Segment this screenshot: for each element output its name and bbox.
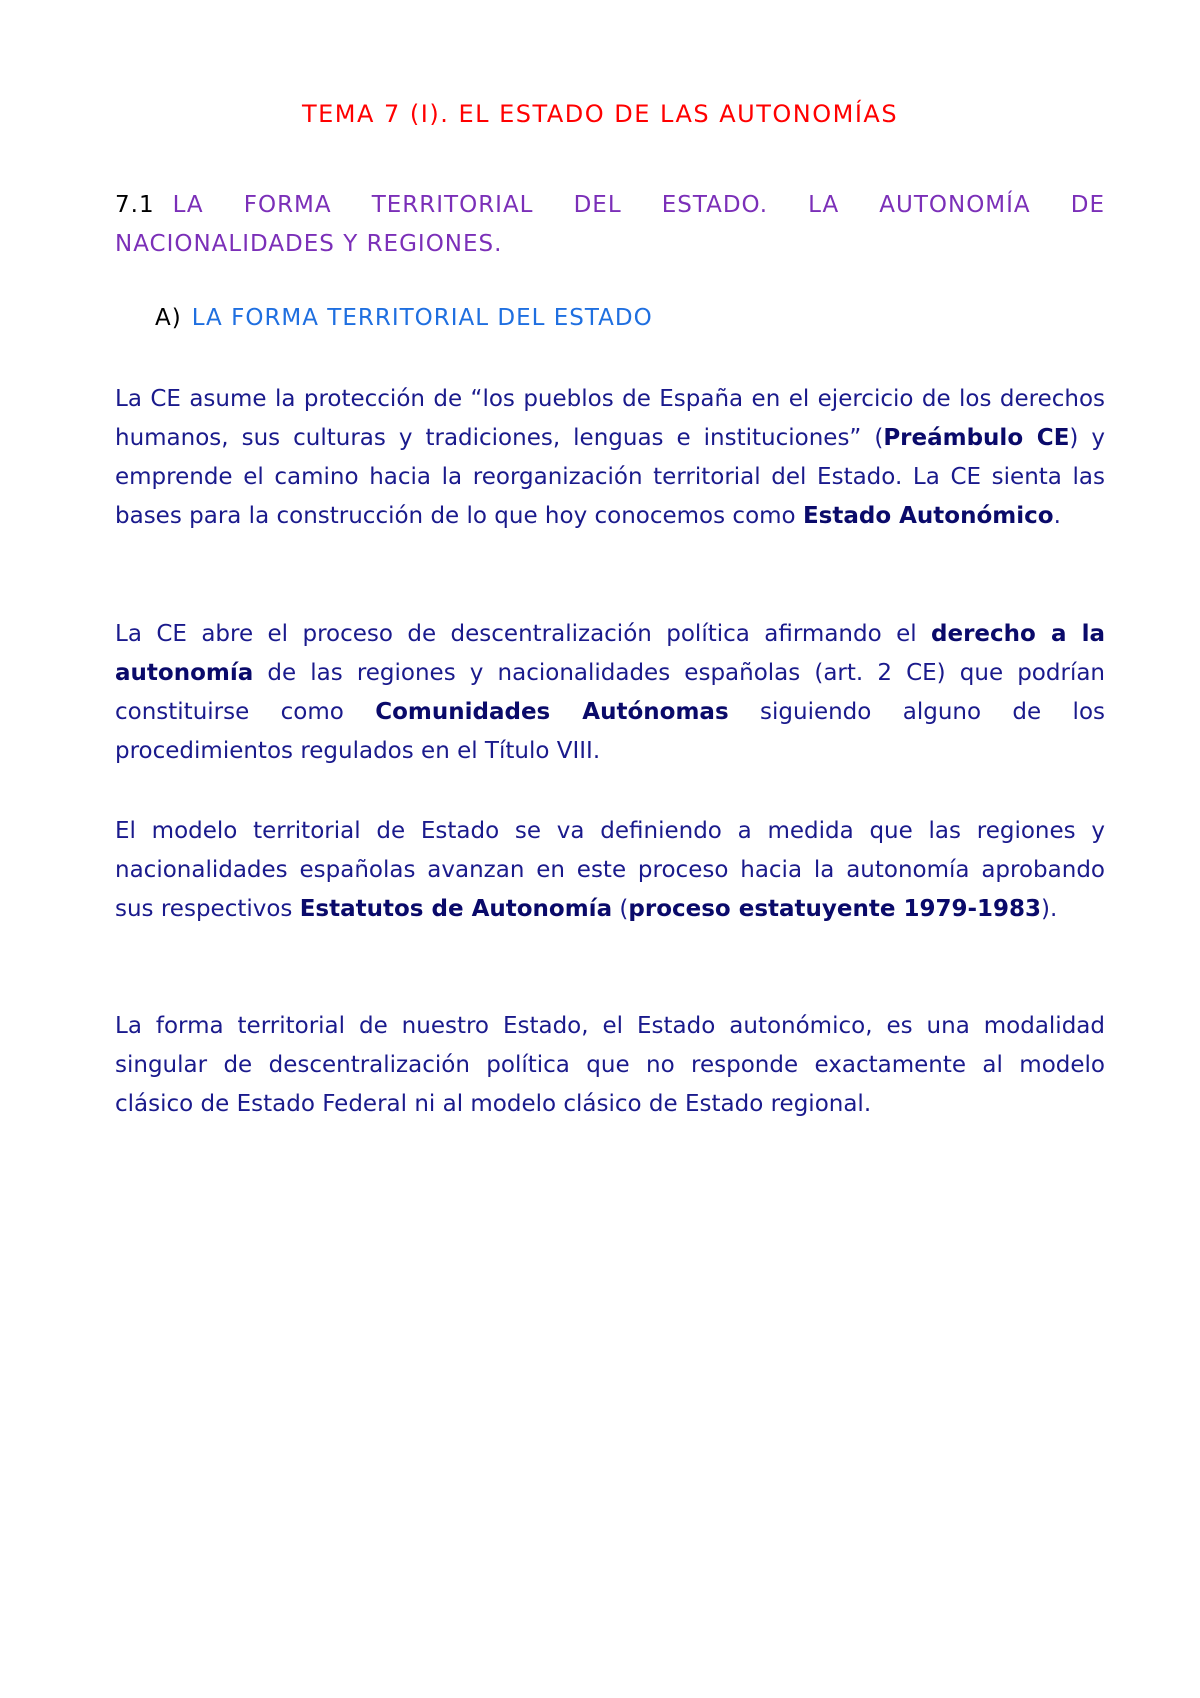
paragraph-text: La forma territorial de nuestro Estado, el Estado autonómico, es una modalidad singular de descentralización política que no responde exactamente al modelo clásico de Estado Federal ni al modelo clásico de Estado regional. — [115, 1013, 1105, 1117]
bold-term: Estado Autonómico — [802, 503, 1054, 529]
subsection-letter: A) — [155, 305, 182, 331]
section-number: 7.1 — [115, 192, 155, 218]
bold-term: Preámbulo CE — [883, 425, 1070, 451]
paragraph-text: ( — [612, 896, 629, 922]
paragraph-text: de las regiones y nacionalidades españolas (art. 2 CE) que podrían constituirse como — [115, 660, 1105, 725]
paragraph-3 — [115, 812, 1105, 929]
section-heading-text: LA FORMA TERRITORIAL DEL ESTADO. LA AUTONOMÍA DE NACIONALIDADES Y REGIONES. — [115, 192, 1105, 257]
bold-term: proceso estatuyente 1979-1983 — [628, 896, 1042, 922]
paragraph-text: ) y emprende el camino hacia la reorganización territorial del Estado. La CE sienta las bases para la construcción de lo que hoy conocemos como — [115, 425, 1105, 529]
paragraph-1 — [115, 380, 1105, 536]
paragraph-text: La CE asume la protección de “los pueblos de España en el ejercicio de los derechos humanos, sus culturas y tradiciones, lenguas e instituciones” ( — [115, 386, 1105, 451]
subsection-heading-text: LA FORMA TERRITORIAL DEL ESTADO — [191, 305, 653, 331]
bold-term: Estatutos de Autonomía — [299, 896, 613, 922]
subsection-heading — [155, 305, 653, 331]
bold-term: Comunidades Autónomas — [375, 699, 729, 725]
paragraph-2 — [115, 615, 1105, 771]
page-title: TEMA 7 (I). EL ESTADO DE LAS AUTONOMÍAS — [301, 100, 899, 128]
bold-term: derecho a la autonomía — [115, 621, 1105, 686]
paragraph-4 — [115, 1007, 1105, 1124]
paragraph-text: siguiendo alguno de los procedimientos regulados en el Título VIII. — [115, 699, 1105, 764]
paragraph-text: El modelo territorial de Estado se va definiendo a medida que las regiones y nacionalidades españolas avanzan en este proceso hacia la autonomía aprobando sus respectivos — [115, 818, 1105, 922]
paragraph-text: . — [1053, 503, 1061, 529]
paragraph-text: La CE abre el proceso de descentralización política afirmando el — [115, 621, 932, 647]
section-heading — [115, 186, 1105, 264]
paragraph-text: ). — [1041, 896, 1058, 922]
